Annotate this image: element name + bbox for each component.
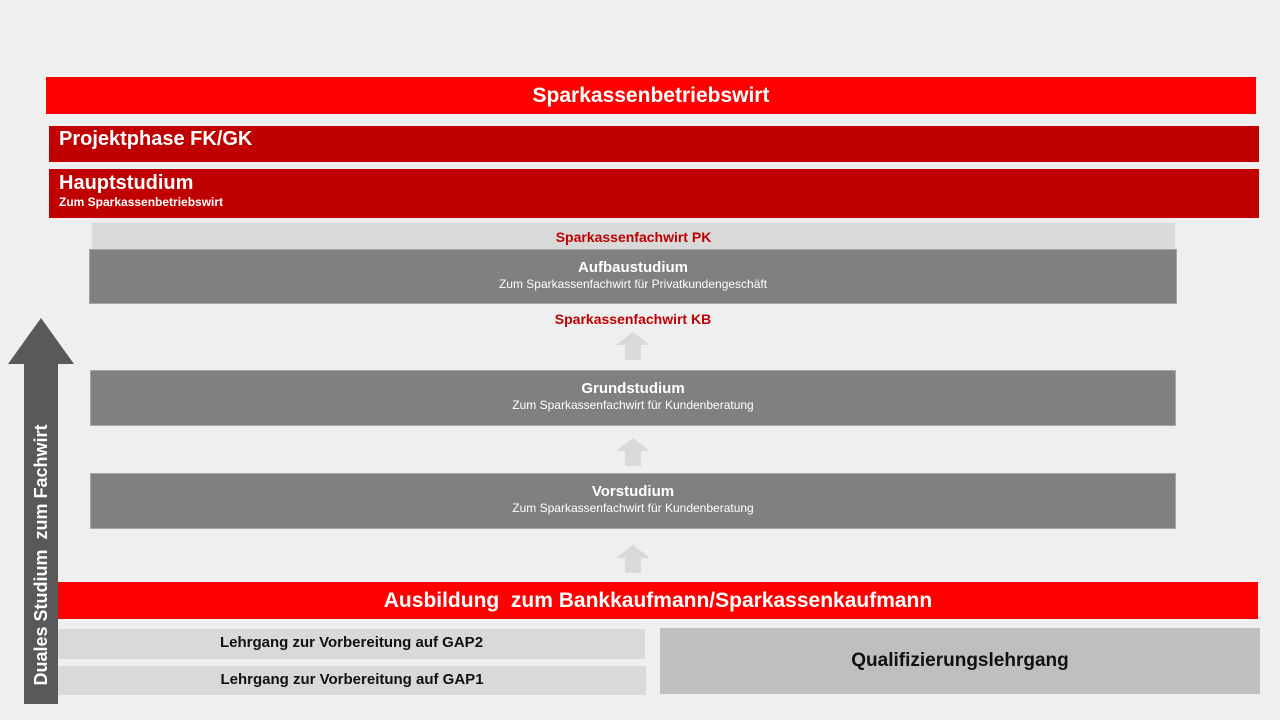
lehrgang-gap2-box bbox=[58, 629, 645, 659]
grundstudium-title: Grundstudium bbox=[581, 380, 685, 397]
aufbaustudium-subtitle: Zum Sparkassenfachwirt für Privatkundengeschäft bbox=[498, 277, 768, 291]
qualifizierung-box bbox=[660, 628, 1260, 694]
aufbaustudium-box bbox=[89, 249, 1177, 304]
vorstudium-title: Vorstudium bbox=[591, 483, 675, 500]
projektphase-title: Projektphase FK/GK bbox=[59, 128, 253, 150]
hauptstudium-subtitle: Zum Sparkassenbetriebswirt bbox=[59, 195, 224, 209]
vorstudium-box bbox=[90, 473, 1176, 529]
vorstudium-subtitle: Zum Sparkassenfachwirt für Kundenberatung bbox=[512, 501, 754, 515]
side-arrow-label bbox=[24, 418, 58, 692]
fachwirt-pk-label bbox=[92, 223, 1175, 249]
projektphase-bar bbox=[49, 126, 1259, 162]
ausbildung-bar bbox=[58, 582, 1258, 619]
hauptstudium-title: Hauptstudium bbox=[59, 172, 194, 194]
hauptstudium-bar bbox=[49, 169, 1259, 218]
ausbildung-title: Ausbildung zum Bankkaufmann/Sparkassenkaufmann bbox=[383, 589, 933, 612]
lehrgang-gap1-text: Lehrgang zur Vorbereitung auf GAP1 bbox=[220, 671, 484, 688]
fachwirt-kb-text: Sparkassenfachwirt KB bbox=[554, 311, 712, 327]
qualifizierung-text: Qualifizierungslehrgang bbox=[851, 650, 1069, 671]
up-arrow-icon bbox=[616, 438, 650, 466]
up-arrow-icon bbox=[616, 545, 650, 573]
betriebswirt-bar bbox=[46, 77, 1256, 114]
grundstudium-box bbox=[90, 370, 1176, 426]
fachwirt-pk-text: Sparkassenfachwirt PK bbox=[555, 229, 712, 245]
lehrgang-gap1-box bbox=[58, 666, 646, 695]
aufbaustudium-title: Aufbaustudium bbox=[578, 259, 688, 276]
up-arrow-icon bbox=[616, 332, 650, 360]
side-arrow-text: Duales Studium zum Fachwirt bbox=[31, 424, 51, 686]
fachwirt-kb-label bbox=[89, 311, 1177, 331]
grundstudium-subtitle: Zum Sparkassenfachwirt für Kundenberatung bbox=[512, 398, 754, 412]
lehrgang-gap2-text: Lehrgang zur Vorbereitung auf GAP2 bbox=[219, 634, 484, 651]
betriebswirt-title: Sparkassenbetriebswirt bbox=[532, 84, 770, 107]
